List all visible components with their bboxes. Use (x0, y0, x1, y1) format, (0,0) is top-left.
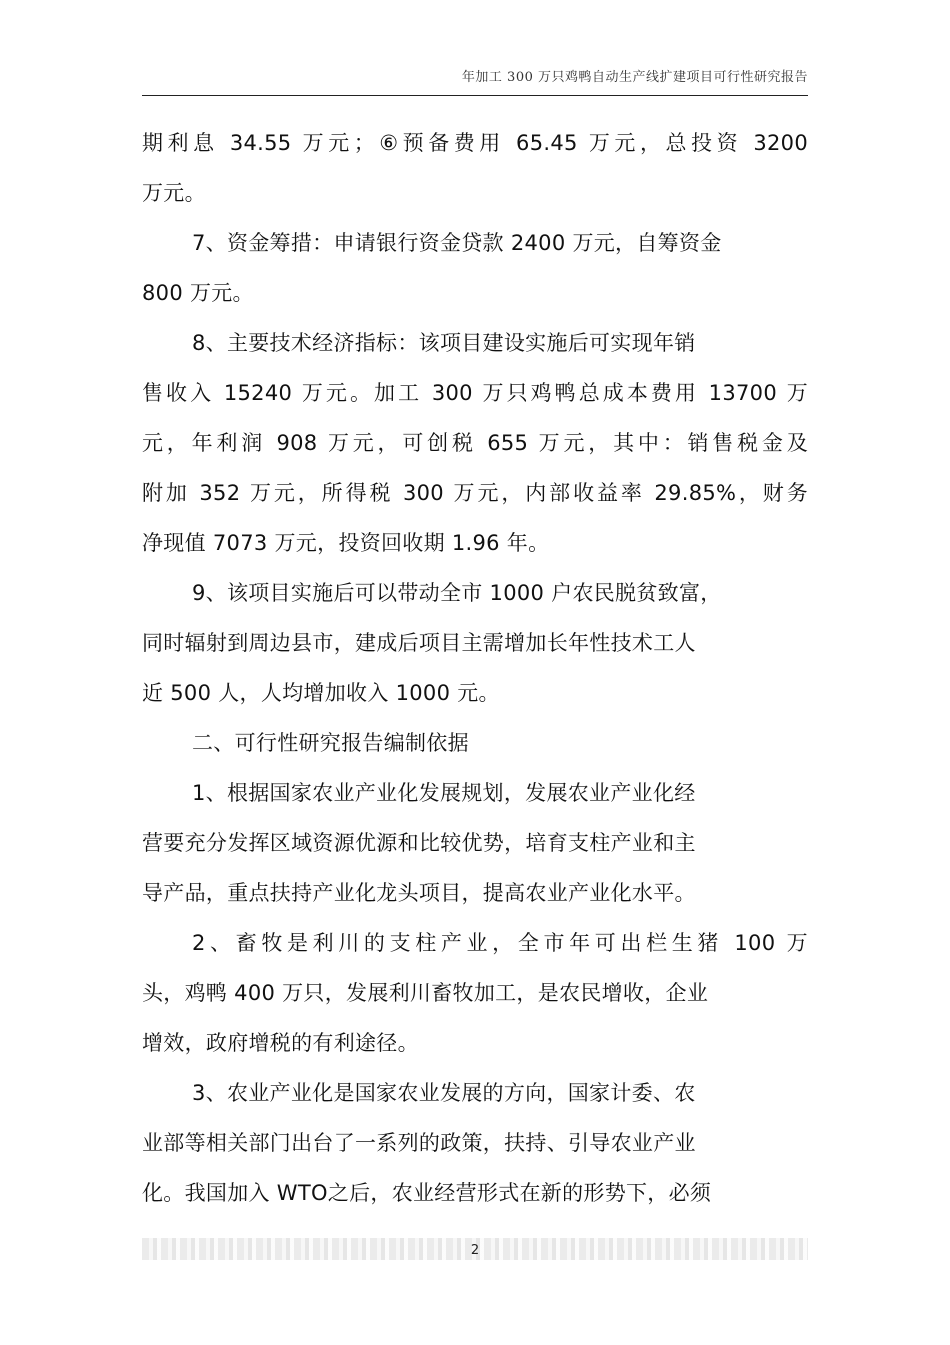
text-line: 同时辐射到周边县市，建成后项目主需增加长年性技术工人 (142, 631, 696, 655)
text-line: 近 500 人，人均增加收入 1000 元。 (142, 681, 500, 705)
text-line: 元，年利润 908 万元，可创税 655 万元，其中：销售税金及 (142, 431, 808, 455)
text-line: 万元。 (142, 181, 206, 205)
text-line: 附加 352 万元，所得税 300 万元，内部收益率 29.85%，财务 (142, 481, 808, 505)
paragraph-start: 9、该项目实施后可以带动全市 1000 户农民脱贫致富， (192, 581, 722, 605)
text-line: 营要充分发挥区域资源优源和比较优势，培育支柱产业和主 (142, 831, 696, 855)
text-line: 800 万元。 (142, 281, 254, 305)
document-body (142, 118, 808, 1218)
section-heading: 二、可行性研究报告编制依据 (192, 731, 469, 755)
text-line: 增效，政府增税的有利途径。 (142, 1031, 419, 1055)
text-line: 化。我国加入 WTO之后，农业经营形式在新的形势下，必须 (142, 1181, 712, 1205)
text-line: 售收入 15240 万元。加工 300 万只鸡鸭总成本费用 13700 万 (142, 381, 808, 405)
paragraph-start: 1、根据国家农业产业化发展规划，发展农业产业化经 (192, 781, 696, 805)
text-line: 净现值 7073 万元，投资回收期 1.96 年。 (142, 531, 550, 555)
header-divider (142, 95, 808, 96)
text-line: 业部等相关部门出台了一系列的政策，扶持、引导农业产业 (142, 1131, 696, 1155)
text-line: 导产品，重点扶持产业化龙头项目，提高农业产业化水平。 (142, 881, 696, 905)
paragraph-start: 3、农业产业化是国家农业发展的方向，国家计委、农 (192, 1081, 696, 1105)
page-number: 2 (470, 1243, 480, 1258)
paragraph-start: 8、主要技术经济指标：该项目建设实施后可实现年销 (192, 331, 696, 355)
text-line: 期利息 34.55 万元；⑥预备费用 65.45 万元，总投资 3200 (142, 131, 808, 155)
paragraph-start: 7、资金筹措：申请银行资金贷款 2400 万元，自筹资金 (192, 231, 722, 255)
running-header: 年加工 300 万只鸡鸭自动生产线扩建项目可行性研究报告 (461, 70, 808, 85)
text-line: 头，鸡鸭 400 万只，发展利川畜牧加工，是农民增收，企业 (142, 981, 709, 1005)
paragraph-start: 2、畜牧是利川的支柱产业，全市年可出栏生猪 100 万 (192, 931, 808, 955)
